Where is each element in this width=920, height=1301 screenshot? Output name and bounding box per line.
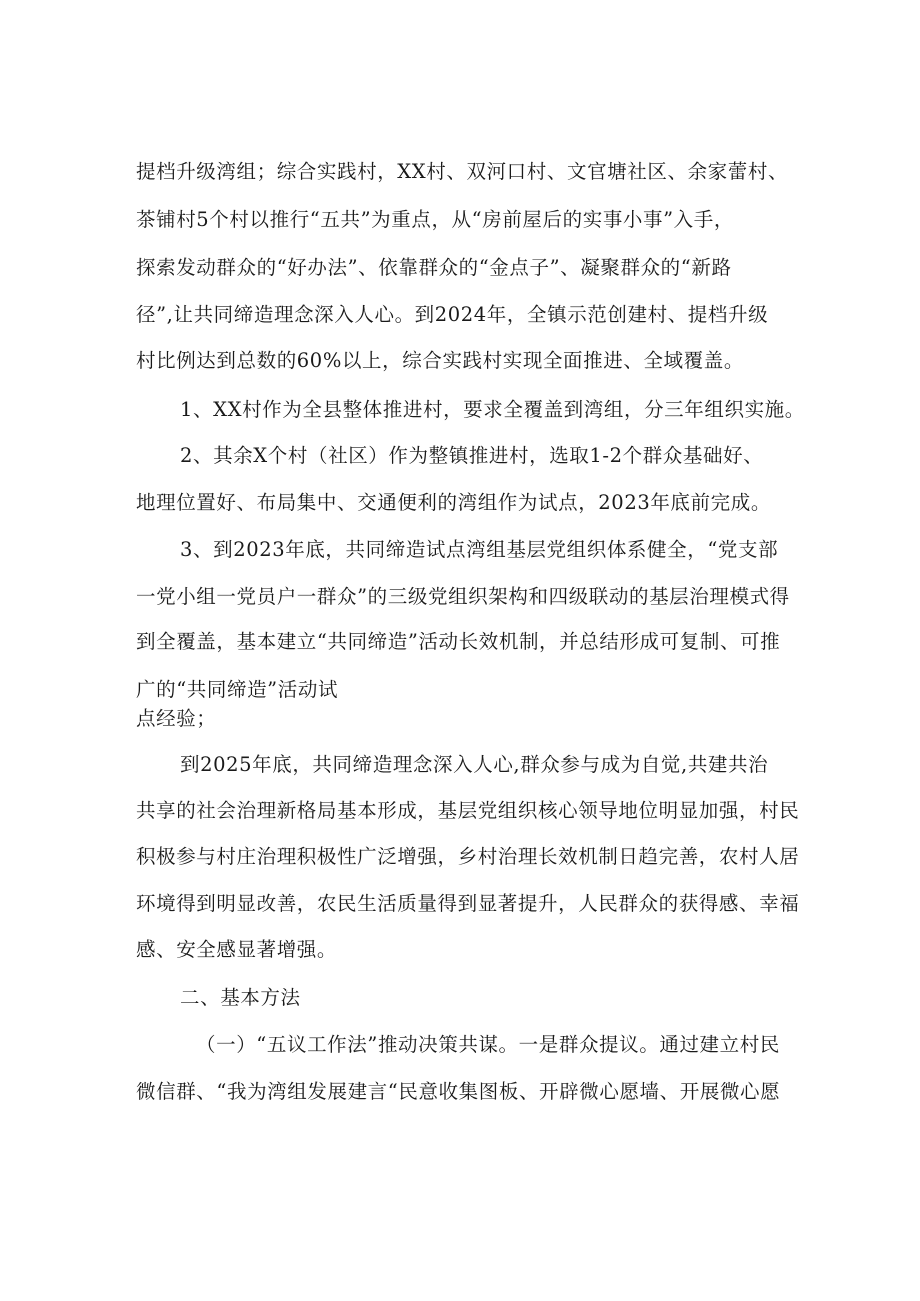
text-line: 微信群、“我为湾组发展建言“民意收集图板、开辟微心愿墙、开展微心愿 [136,1080,781,1103]
list-item-2: 2、其余X个村（社区）作为整镇推进村，选取1-2个群众基础好、 [180,444,764,467]
text-line: 到全覆盖，基本建立“共同缔造”活动长效机制，并总结形成可复制、可推 [136,630,781,653]
paragraph-start: 到2025年底，共同缔造理念深入人心,群众参与成为自觉,共建共治 [180,753,769,776]
text-line: 环境得到明显改善，农民生活质量得到显著提升，人民群众的获得感、幸福 [136,892,800,915]
text-line: 提档升级湾组；综合实践村，XX村、双河口村、文官塘社区、余家蕾村、 [136,160,789,183]
paragraph-start: （一）“五议工作法”推动决策共谋。一是群众提议。通过建立村民 [196,1033,780,1056]
list-item-3: 3、到2023年底，共同缔造试点湾组基层党组织体系健全，“党支部 [180,538,779,561]
text-line: 村比例达到总数的60%以上，综合实践村实现全面推进、全域覆盖。 [136,349,744,372]
text-line: 广的“共同缔造”活动试 [136,678,339,701]
text-line: 地理位置好、布局集中、交通便利的湾组作为试点，2023年底前完成。 [136,491,771,514]
text-line: 点经验； [136,707,217,730]
text-line: 茶铺村5个村以推行“五共”为重点，从“房前屋后的实事小事”入手， [136,208,734,231]
text-line: 探索发动群众的“好办法”、依靠群众的“金点子”、凝聚群众的“新路 [136,256,732,279]
list-item-1: 1、XX村作为全县整体推进村，要求全覆盖到湾组，分三年组织实施。 [180,398,805,421]
text-line: 一党小组一党员户一群众”的三级党组织架构和四级联动的基层治理模式得 [136,585,790,608]
text-line: 积极参与村庄治理积极性广泛增强，乡村治理长效机制日趋完善，农村人居 [136,845,800,868]
text-line: 共享的社会治理新格局基本形成，基层党组织核心领导地位明显加强，村民 [136,799,800,822]
text-line: 径”,让共同缔造理念深入人心。到2024年，全镇示范创建村、提档升级 [136,303,769,326]
text-line: 感、安全感显著增强。 [136,938,338,961]
section-heading: 二、基本方法 [180,986,301,1009]
